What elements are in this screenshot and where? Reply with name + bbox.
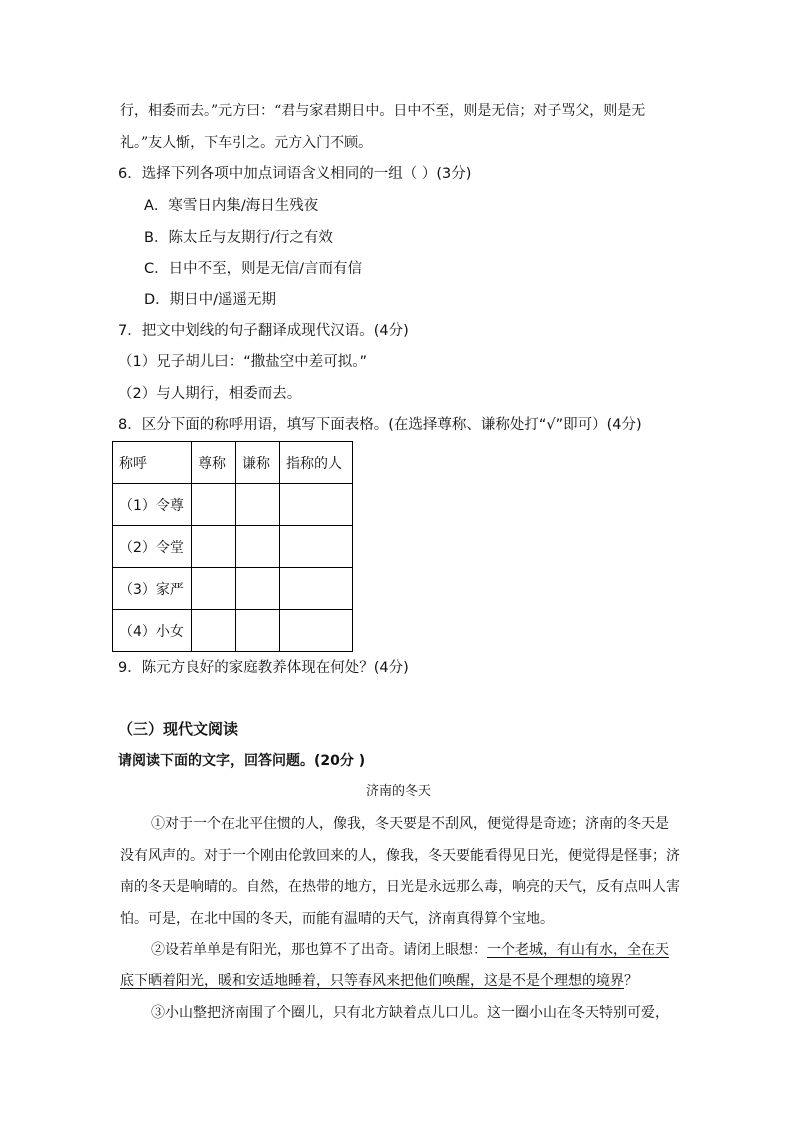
table-cell-blank	[236, 568, 280, 610]
question-7-stem: 7．把文中划线的句子翻译成现代汉语。(4分)	[118, 323, 409, 339]
table-header-cell: 称呼	[113, 442, 192, 484]
table-cell-blank	[280, 484, 353, 526]
table-header-cell: 指称的人	[280, 442, 353, 484]
question-7-item-2: （2）与人期行，相委而去。	[118, 386, 302, 402]
table-cell-term: （1）令尊	[113, 484, 192, 526]
underlined-sentence: 一个老城，有山有水，全在天	[487, 942, 669, 958]
paragraph-1-line: ①对于一个在北平住惯的人，像我，冬天要是不刮风，便觉得是奇迹；济南的冬天是	[151, 816, 669, 832]
essay-title: 济南的冬天	[366, 784, 432, 799]
paragraph-3-line: ③小山整把济南围了个圈儿，只有北方缺着点儿口儿。这一圈小山在冬天特别可爱，	[151, 1005, 669, 1021]
passage-line: 行，相委而去。”元方曰：“君与家君期日中。日中不至，则是无信；对子骂父，则是无	[120, 103, 646, 119]
table-cell-term: （4）小女	[113, 610, 192, 652]
paragraph-1-line: 没有风声的。对于一个刚由伦敦回来的人，像我，冬天要能看得见日光，便觉得是怪事；济	[120, 848, 680, 864]
reading-instruction: 请阅读下面的文字，回答问题。(20分 )	[118, 753, 366, 769]
table-row	[113, 484, 353, 526]
paragraph-2-text: ？	[624, 973, 638, 989]
question-6-option-c: C．日中不至，则是无信/言而有信	[144, 261, 363, 277]
table-cell-blank	[192, 568, 236, 610]
table-row	[113, 526, 353, 568]
paragraph-1-line: 怕。可是，在北中国的冬天，而能有温晴的天气，济南真得算个宝地。	[120, 911, 554, 927]
question-6-option-b: B．陈太丘与友期行/行之有效	[144, 230, 333, 246]
question-8-stem: 8．区分下面的称呼用语，填写下面表格。(在选择尊称、谦称处打“√”即可）(4分)	[118, 417, 642, 433]
paragraph-2-line	[120, 972, 638, 990]
table-cell-blank	[236, 484, 280, 526]
table-cell-blank	[236, 610, 280, 652]
table-row	[113, 610, 353, 652]
underlined-sentence: 底下晒着阳光，暖和安适地睡着，只等春风来把他们唤醒，这是不是个理想的境界	[120, 973, 624, 989]
table-cell-blank	[280, 568, 353, 610]
paragraph-2-text: ②设若单单是有阳光，那也算不了出奇。请闭上眼想：	[151, 942, 487, 958]
question-6-option-a: A．寒雪日内集/海日生残夜	[144, 198, 319, 214]
table-cell-blank	[192, 526, 236, 568]
table-cell-blank	[192, 484, 236, 526]
honorific-table	[112, 441, 353, 652]
passage-line: 礼。”友人惭，下车引之。元方入门不顾。	[120, 135, 373, 151]
table-cell-term: （2）令堂	[113, 526, 192, 568]
table-header-cell: 谦称	[236, 442, 280, 484]
question-9-stem: 9．陈元方良好的家庭教养体现在何处？(4分)	[118, 660, 409, 676]
section-heading: （三）现代文阅读	[118, 720, 239, 738]
question-6-option-d: D．期日中/遥遥无期	[144, 292, 277, 308]
table-row	[113, 568, 353, 610]
question-6-stem: 6．选择下列各项中加点词语含义相同的一组（ ）(3分)	[118, 166, 472, 182]
table-header-row	[113, 442, 353, 484]
table-cell-blank	[280, 526, 353, 568]
table-cell-blank	[280, 610, 353, 652]
table-cell-blank	[192, 610, 236, 652]
paragraph-1-line: 南的冬天是响晴的。自然，在热带的地方，日光是永远那么毒，响亮的天气，反有点叫人害	[120, 879, 680, 895]
table-header-cell: 尊称	[192, 442, 236, 484]
paragraph-2-line	[151, 941, 669, 959]
table-cell-blank	[236, 526, 280, 568]
question-7-item-1: （1）兄子胡儿曰：“撒盐空中差可拟。”	[118, 354, 367, 370]
table-cell-term: （3）家严	[113, 568, 192, 610]
